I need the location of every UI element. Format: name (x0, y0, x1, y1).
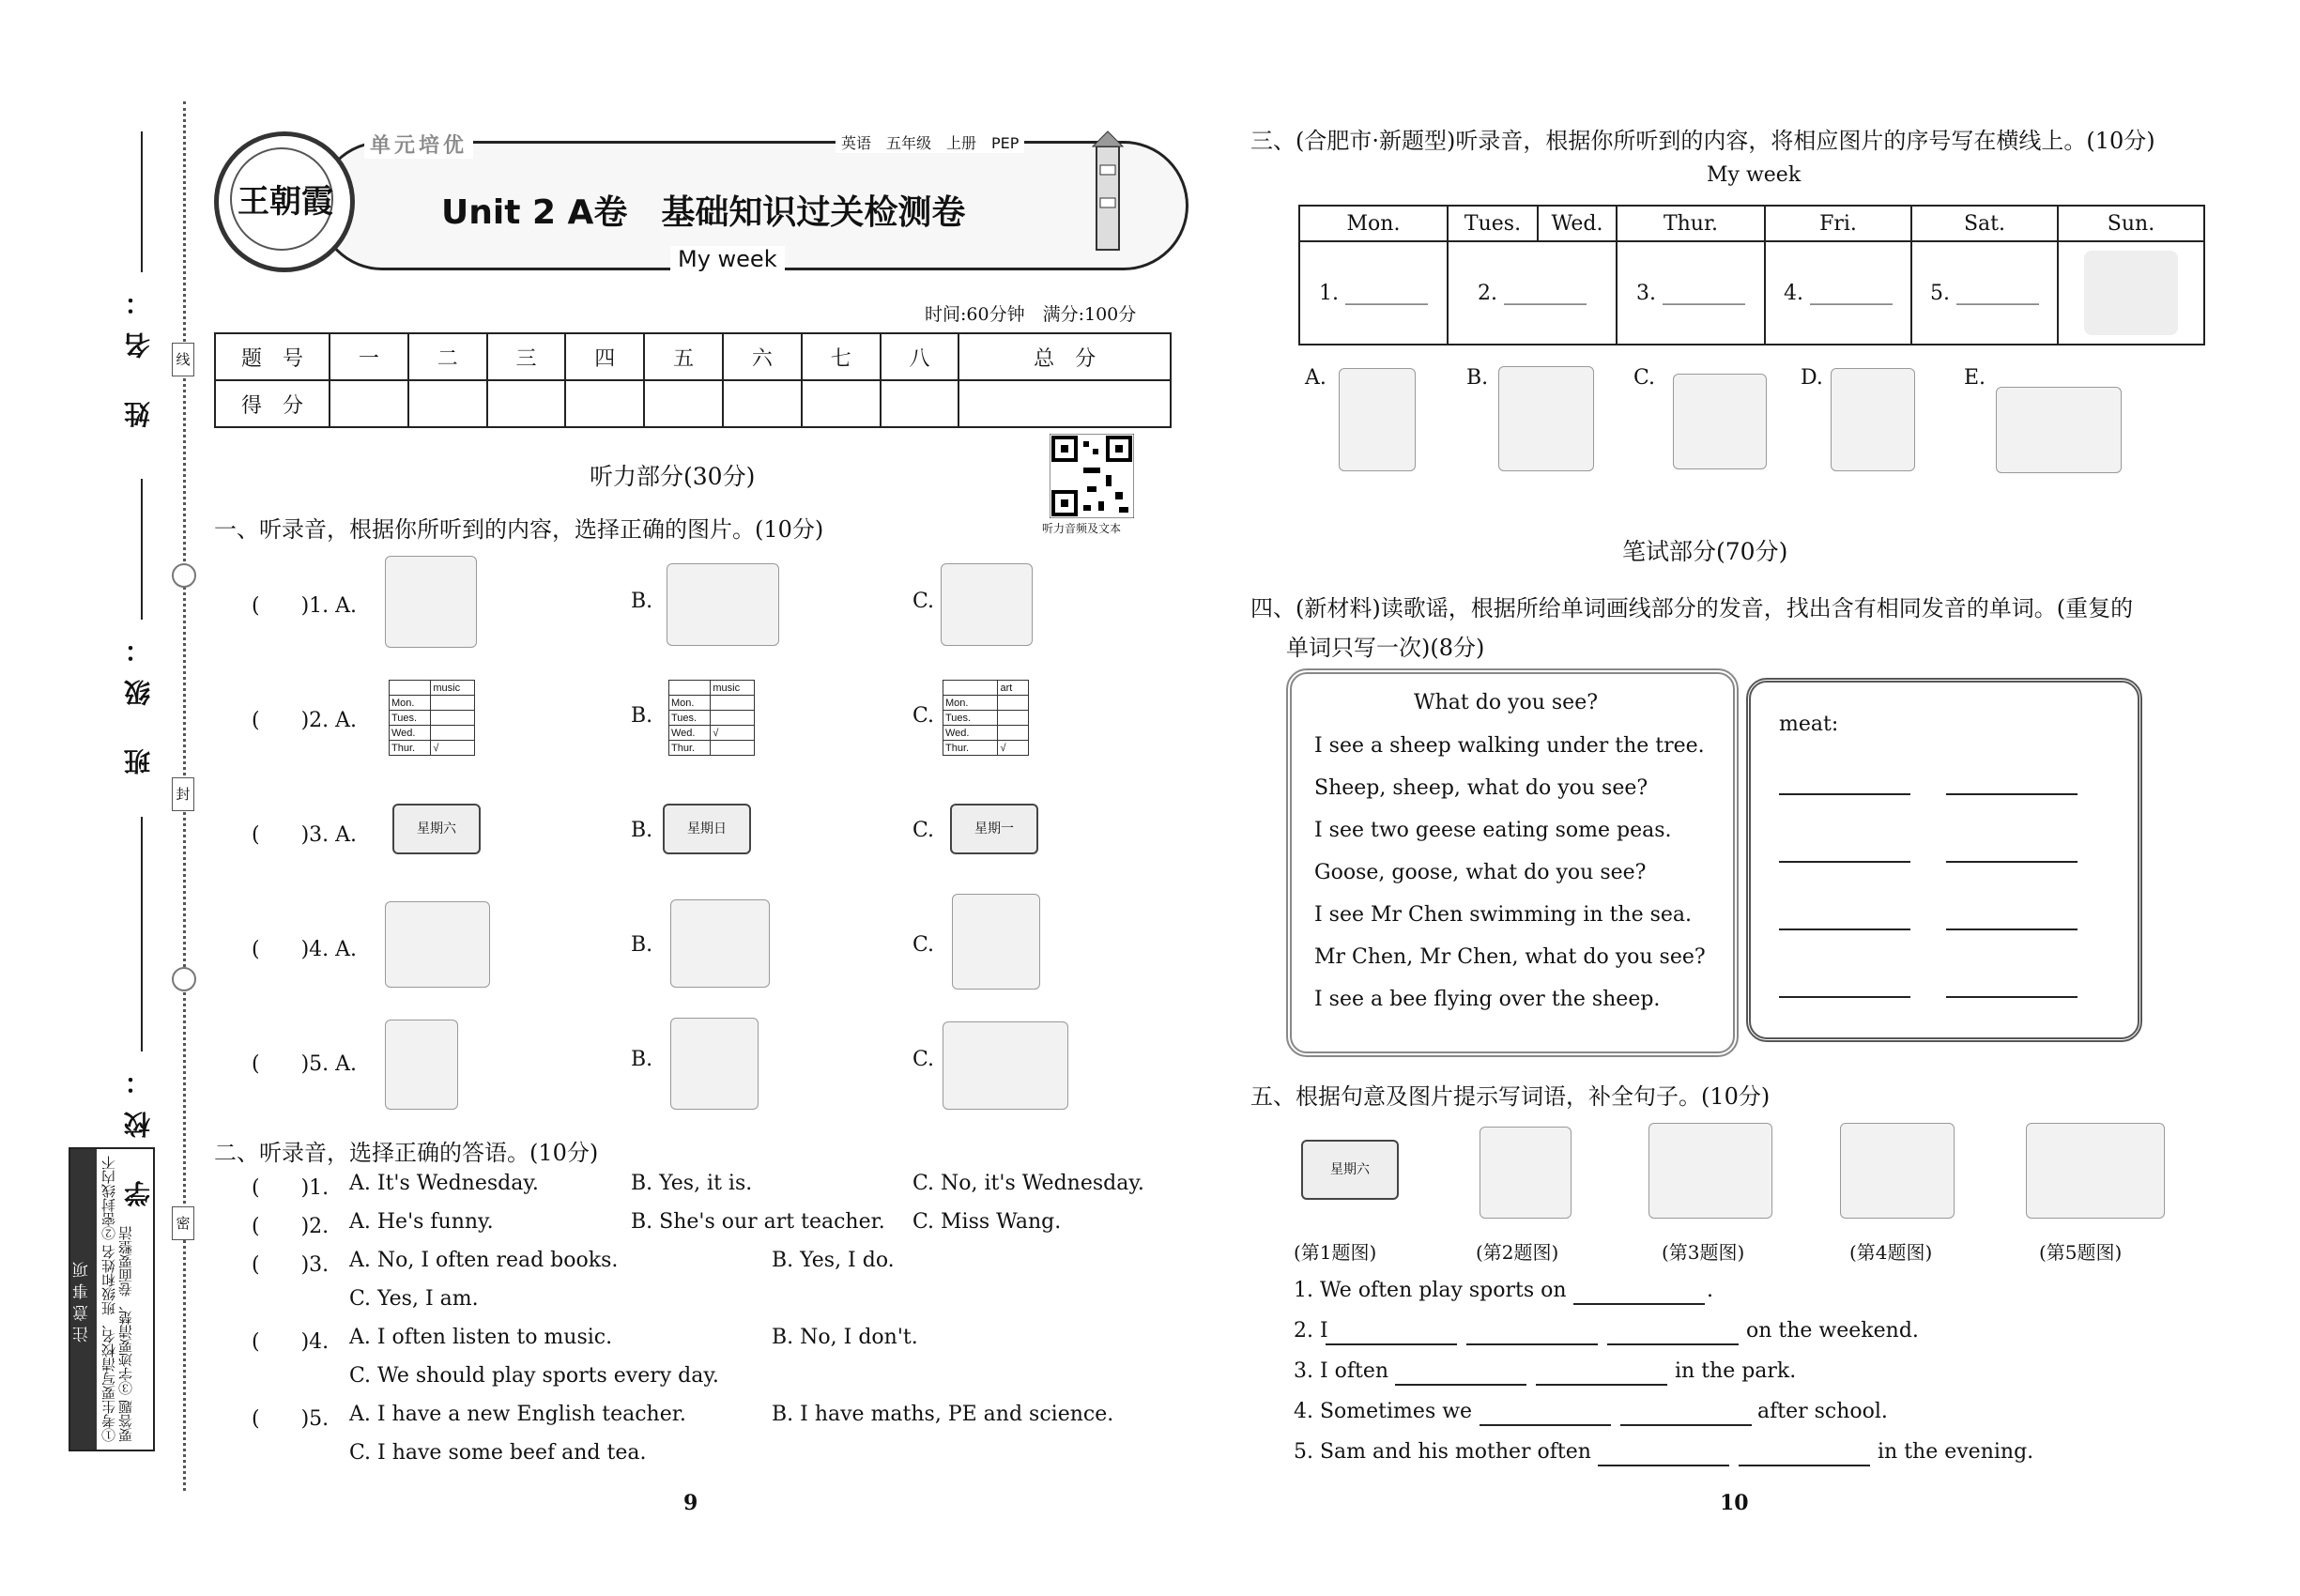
timetable-day: Tues. (390, 711, 431, 726)
school-label: 学 校： (123, 1051, 154, 1207)
key-word: meat: (1779, 713, 1839, 736)
timetable-corner (669, 681, 711, 696)
answer-slot-1[interactable]: 1. ________ (1299, 241, 1448, 345)
week-table (1298, 205, 2205, 345)
poem-title: What do you see? (1414, 691, 1599, 714)
part4-title-line2: 单词只写一次)(8分) (1286, 635, 1485, 661)
picture-football-kick[interactable] (1498, 366, 1594, 471)
picture-basketball[interactable] (670, 1018, 759, 1110)
part1-item-3[interactable]: ( )3. A. (252, 823, 358, 847)
sentence-blank[interactable] (1739, 1465, 1870, 1466)
picture-watch-tv (2026, 1123, 2165, 1219)
day-header: Sat. (1911, 206, 2058, 241)
sentence-2-end: on the weekend. (1746, 1319, 1919, 1343)
answer-blank[interactable] (1946, 996, 2078, 998)
answer-slot-5[interactable]: 5. ________ (1911, 241, 2058, 345)
score-cell[interactable] (565, 380, 644, 427)
week-header-row (1299, 206, 2204, 241)
poem-line: Goose, goose, what do you see? (1314, 861, 1647, 884)
slot-label: 2. (1478, 281, 1497, 305)
sentence-blank[interactable] (1573, 1303, 1705, 1305)
notes-text: ①考生要写清校名、班级和姓名 ②密封线内不要答题 ③字迹要清楚、卷面要整洁 (100, 1156, 134, 1442)
poem-line: I see two geese eating some peas. (1314, 819, 1672, 842)
timetable-day: Mon. (943, 696, 998, 711)
option-c[interactable]: C. (912, 819, 935, 842)
picture-washing[interactable] (385, 901, 490, 988)
option-c[interactable]: C. (912, 1048, 935, 1071)
timetable-day: Thur. (669, 741, 711, 756)
figure-caption: (第5题图) (2039, 1241, 2123, 1264)
logo-text: 王朝霞 (238, 183, 333, 221)
part1-title: 一、听录音，根据你所听到的内容，选择正确的图片。(10分) (214, 516, 824, 543)
timetable-day: Tues. (943, 711, 998, 726)
week-caption: My week (1707, 163, 1802, 187)
choice-a[interactable]: A. I have a new English teacher. (349, 1403, 686, 1426)
page-number-right: 10 (1720, 1491, 1749, 1515)
timetable-day: Mon. (669, 696, 711, 711)
week-answer-row (1299, 241, 2204, 345)
picture-park (1648, 1123, 1772, 1219)
option-b[interactable]: B. (631, 590, 653, 613)
option-b[interactable]: B. (631, 933, 653, 957)
page-number-left: 9 (683, 1491, 698, 1515)
seal-mark-2: 封 (172, 777, 194, 811)
sentence-1-start: 1. We often play sports on (1294, 1279, 1567, 1302)
picture-cooking[interactable] (670, 899, 770, 988)
timetable-cell (431, 696, 475, 711)
answer-blank[interactable] (1779, 793, 1910, 795)
calendar-saturday: 星期六 (1301, 1140, 1399, 1200)
sentence-5-start: 5. Sam and his mother often (1294, 1440, 1591, 1464)
score-value-row (215, 380, 1171, 427)
choice-c[interactable]: C. No, it's Wednesday. (912, 1172, 1144, 1195)
choice-b[interactable]: B. Yes, I do. (772, 1249, 895, 1272)
option-c[interactable]: C. (912, 590, 935, 613)
sentence-3-end: in the park. (1675, 1359, 1797, 1383)
option-c[interactable]: C. (912, 933, 935, 957)
sentence-blank[interactable] (1326, 1343, 1457, 1345)
timetable-cell (711, 711, 755, 726)
poem-box (1286, 668, 1739, 1057)
option-label: E. (1964, 366, 1986, 390)
picture-play-football (1840, 1123, 1955, 1219)
score-head-cell: 三 (487, 333, 566, 380)
answer-slot-2[interactable]: 2. ________ (1448, 241, 1617, 345)
choice-c[interactable]: C. Miss Wang. (912, 1210, 1062, 1234)
part2-item-1[interactable]: ( )1. (252, 1176, 330, 1200)
sentence-4-end: after school. (1757, 1400, 1888, 1423)
timetable-cell (431, 711, 475, 726)
option-c[interactable]: C. (912, 704, 935, 728)
timetable-cell (998, 696, 1029, 711)
figure-caption: (第1题图) (1294, 1241, 1377, 1264)
score-table (214, 332, 1172, 428)
timetable-day: Thur. (390, 741, 431, 756)
score-cell[interactable] (881, 380, 959, 427)
poem-line: I see a sheep walking under the tree. (1314, 734, 1705, 758)
timetable-corner (943, 681, 998, 696)
binding-ring-icon (172, 563, 196, 588)
timetable-cell (998, 726, 1029, 741)
name-label: 姓 名： (123, 272, 154, 428)
part1-item-1[interactable]: ( )1. A. (252, 594, 358, 618)
name-line[interactable] (141, 131, 143, 272)
brand-logo (214, 131, 355, 272)
calendar-saturday[interactable]: 星期六 (392, 804, 481, 854)
listening-title: 听力部分(30分) (590, 463, 756, 490)
picture-football[interactable] (385, 1020, 458, 1110)
score-cell[interactable] (487, 380, 566, 427)
sentence-blank[interactable] (1607, 1343, 1739, 1345)
part1-item-4[interactable]: ( )4. A. (252, 938, 358, 961)
timetable-tick: √ (998, 741, 1029, 756)
score-cell[interactable] (408, 380, 487, 427)
answer-box (1746, 678, 2142, 1042)
choice-b[interactable]: B. No, I don't. (772, 1326, 918, 1349)
picture-drawing[interactable] (952, 894, 1040, 990)
picture-ping-pong[interactable] (943, 1021, 1068, 1110)
figure-caption: (第2题图) (1476, 1241, 1559, 1264)
part2-item-4[interactable]: ( )4. (252, 1330, 330, 1354)
answer-blank[interactable] (1779, 928, 1910, 930)
timetable-day: Wed. (669, 726, 711, 741)
score-cell[interactable] (330, 380, 408, 427)
sentence-blank[interactable] (1598, 1465, 1729, 1466)
sentence-2-start: 2. I (1294, 1319, 1328, 1343)
lighthouse-icon (1080, 128, 1136, 259)
sunday-picture-cell (2058, 241, 2204, 345)
timetable-cell (711, 696, 755, 711)
choice-c[interactable]: C. I have some beef and tea. (349, 1441, 647, 1465)
timetable-cell (711, 741, 755, 756)
option-label: C. (1633, 366, 1656, 390)
sentence-blank[interactable] (1480, 1424, 1611, 1426)
score-head-cell: 题 号 (215, 333, 330, 380)
page-subtitle: My week (670, 246, 785, 272)
picture-tv[interactable] (667, 563, 779, 646)
option-label: A. (1305, 366, 1326, 390)
timetable-corner (390, 681, 431, 696)
score-head-cell: 五 (644, 333, 723, 380)
timetable-subject: music (711, 681, 755, 696)
part3-title: 三、(合肥市·新题型)听录音，根据你所听到的内容，将相应图片的序号写在横线上。(10分) (1250, 128, 2155, 154)
choice-a[interactable]: A. He's funny. (349, 1210, 494, 1234)
timetable-cell (431, 726, 475, 741)
timetable-day: Tues. (669, 711, 711, 726)
score-head-cell: 四 (565, 333, 644, 380)
seal-mark-1: 线 (172, 343, 194, 376)
choice-a[interactable]: A. It's Wednesday. (349, 1172, 539, 1195)
calendar-monday[interactable]: 星期一 (950, 804, 1038, 854)
timetable-a[interactable] (389, 680, 475, 756)
picture-watching-tv[interactable] (1996, 387, 2122, 473)
sentence-blank[interactable] (1620, 1424, 1752, 1426)
slot-label: 3. (1636, 281, 1656, 305)
score-head-cell: 八 (881, 333, 959, 380)
timetable-day: Wed. (390, 726, 431, 741)
sentence-blank[interactable] (1395, 1384, 1526, 1386)
class-label: 班 级： (123, 620, 154, 775)
class-line[interactable] (141, 479, 143, 620)
day-header: Mon. (1299, 206, 1448, 241)
binding-ring-icon (172, 967, 196, 991)
part2-item-5[interactable]: ( )5. (252, 1407, 330, 1431)
option-b[interactable]: B. (631, 1048, 653, 1071)
score-head-cell: 二 (408, 333, 487, 380)
part2-title: 二、听录音，选择正确的答语。(10分) (214, 1140, 599, 1166)
subject-meta: 英语 五年级 上册 PEP (836, 131, 1024, 153)
timetable-subject: art (998, 681, 1029, 696)
picture-classroom[interactable] (1831, 368, 1915, 471)
qr-caption: 听力音频及文本 (1042, 522, 1122, 535)
picture-reading[interactable] (385, 556, 477, 648)
picture-homework[interactable] (941, 563, 1033, 646)
calendar-sunday[interactable]: 星期日 (663, 804, 751, 854)
day-header: Fri. (1765, 206, 1911, 241)
sentence-blank[interactable] (1536, 1384, 1667, 1386)
poem-line: I see Mr Chen swimming in the sea. (1314, 903, 1693, 927)
part4-title-line1: 四、(新材料)读歌谣，根据所给单词画线部分的发音，找出含有相同发音的单词。(重复的 (1250, 595, 2134, 622)
poem-line: Mr Chen, Mr Chen, what do you see? (1314, 945, 1706, 969)
poem-line: I see a bee flying over the sheep. (1314, 988, 1661, 1011)
qr-code-icon[interactable] (1050, 434, 1134, 518)
timetable-subject: music (431, 681, 475, 696)
option-label: B. (1466, 366, 1489, 390)
option-b[interactable]: B. (631, 819, 653, 842)
timetable-day: Wed. (943, 726, 998, 741)
picture-sitting[interactable] (1673, 374, 1767, 469)
choice-c[interactable]: C. We should play sports every day. (349, 1364, 719, 1388)
score-head-cell: 一 (330, 333, 408, 380)
answer-blank[interactable] (1946, 793, 2078, 795)
part1-item-2[interactable]: ( )2. A. (252, 709, 358, 732)
answer-blank[interactable] (1779, 996, 1910, 998)
picture-chores (1480, 1127, 1572, 1219)
part2-item-3[interactable]: ( )3. (252, 1253, 330, 1277)
slot-label: 1. (1319, 281, 1339, 305)
score-cell[interactable] (723, 380, 802, 427)
timetable-tick: √ (431, 741, 475, 756)
timetable-day: Mon. (390, 696, 431, 711)
timetable-c[interactable] (943, 680, 1029, 756)
score-head-cell: 六 (723, 333, 802, 380)
slot-label: 5. (1930, 281, 1950, 305)
day-header: Wed. (1538, 206, 1617, 241)
timetable-cell (998, 711, 1029, 726)
page-title: Unit 2 A卷 基础知识过关检测卷 (441, 193, 966, 232)
choice-b[interactable]: B. I have maths, PE and science. (772, 1403, 1114, 1426)
timetable-b[interactable] (668, 680, 755, 756)
score-row-label: 得 分 (215, 380, 330, 427)
sentence-1-end: . (1707, 1279, 1713, 1302)
score-header-row (215, 333, 1171, 380)
day-header: Thur. (1617, 206, 1765, 241)
choice-b[interactable]: B. She's our art teacher. (631, 1210, 885, 1234)
sentence-blank[interactable] (1466, 1343, 1598, 1345)
answer-blank[interactable] (1946, 928, 2078, 930)
notes-box (69, 1147, 155, 1451)
day-header: Sun. (2058, 206, 2204, 241)
sentence-5-end: in the evening. (1878, 1440, 2034, 1464)
timetable-tick: √ (711, 726, 755, 741)
part1-item-5[interactable]: ( )5. A. (252, 1052, 358, 1076)
figure-caption: (第3题图) (1662, 1241, 1745, 1264)
picture-guitar[interactable] (1339, 368, 1416, 471)
day-header: Tues. (1448, 206, 1538, 241)
notes-title: 注意事项 (70, 1149, 97, 1450)
seal-mark-3: 密 (172, 1206, 194, 1240)
choice-a[interactable]: A. No, I often read books. (349, 1249, 619, 1272)
answer-slot-4[interactable]: 4. ________ (1765, 241, 1911, 345)
answer-blank[interactable] (1946, 861, 2078, 863)
poem-line: Sheep, sheep, what do you see? (1314, 776, 1648, 800)
option-b[interactable]: B. (631, 704, 653, 728)
time-score: 时间:60分钟 满分:100分 (925, 304, 1137, 325)
sentence-3-start: 3. I often (1294, 1359, 1389, 1383)
answer-blank[interactable] (1779, 861, 1910, 863)
part5-title: 五、根据句意及图片提示写词语，补全句子。(10分) (1250, 1083, 1771, 1110)
choice-b[interactable]: B. Yes, it is. (631, 1172, 753, 1195)
score-cell[interactable] (958, 380, 1171, 427)
score-cell[interactable] (644, 380, 723, 427)
score-head-cell: 总 分 (958, 333, 1171, 380)
answer-slot-3[interactable]: 3. ________ (1617, 241, 1765, 345)
figure-caption: (第4题图) (1849, 1241, 1933, 1264)
option-label: D. (1801, 366, 1823, 390)
score-cell[interactable] (802, 380, 881, 427)
slot-label: 4. (1784, 281, 1803, 305)
score-head-cell: 七 (802, 333, 881, 380)
part2-item-2[interactable]: ( )2. (252, 1215, 330, 1238)
choice-c[interactable]: C. Yes, I am. (349, 1287, 479, 1311)
choice-a[interactable]: A. I often listen to music. (349, 1326, 613, 1349)
school-line[interactable] (141, 817, 143, 1051)
series-tag: 单元培优 (364, 130, 473, 159)
timetable-day: Thur. (943, 741, 998, 756)
sentence-4-start: 4. Sometimes we (1294, 1400, 1473, 1423)
written-title: 笔试部分(70分) (1622, 538, 1788, 565)
